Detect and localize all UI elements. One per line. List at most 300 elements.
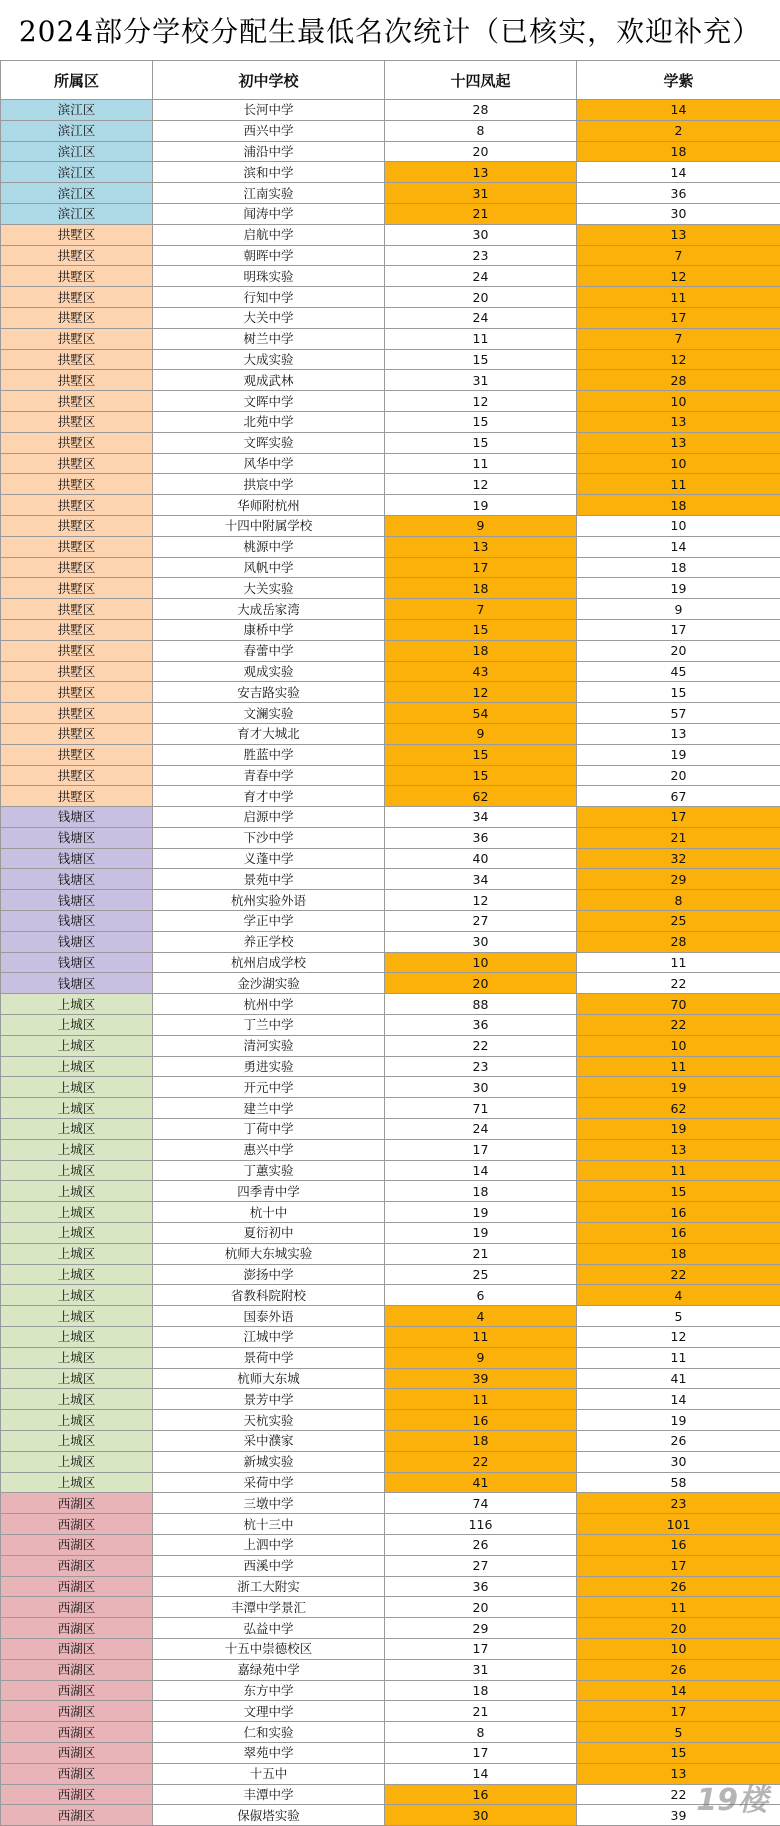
- shisi-fengqi-cell: 22: [385, 1035, 577, 1056]
- shisi-fengqi-cell: 20: [385, 1597, 577, 1618]
- xuezi-cell: 28: [577, 370, 780, 391]
- district-cell: 拱墅区: [1, 307, 153, 328]
- district-cell: 拱墅区: [1, 411, 153, 432]
- shisi-fengqi-cell: 22: [385, 1451, 577, 1472]
- shisi-fengqi-cell: 9: [385, 1347, 577, 1368]
- xuezi-cell: 16: [577, 1534, 780, 1555]
- school-cell: 仁和实验: [153, 1722, 385, 1743]
- school-cell: 大成岳家湾: [153, 599, 385, 620]
- district-cell: 拱墅区: [1, 224, 153, 245]
- district-cell: 拱墅区: [1, 432, 153, 453]
- district-cell: 西湖区: [1, 1742, 153, 1763]
- district-cell: 钱塘区: [1, 848, 153, 869]
- table-row: [1, 578, 780, 599]
- school-cell: 杭师大东城: [153, 1368, 385, 1389]
- xuezi-cell: 15: [577, 682, 780, 703]
- xuezi-cell: 28: [577, 931, 780, 952]
- xuezi-cell: 30: [577, 203, 780, 224]
- district-cell: 上城区: [1, 1347, 153, 1368]
- shisi-fengqi-cell: 13: [385, 162, 577, 183]
- district-cell: 西湖区: [1, 1680, 153, 1701]
- shisi-fengqi-cell: 15: [385, 765, 577, 786]
- district-cell: 西湖区: [1, 1555, 153, 1576]
- table-row: [1, 141, 780, 162]
- school-cell: 文理中学: [153, 1701, 385, 1722]
- table-row: [1, 162, 780, 183]
- shisi-fengqi-cell: 23: [385, 245, 577, 266]
- shisi-fengqi-cell: 4: [385, 1306, 577, 1327]
- table-row: [1, 287, 780, 308]
- table-row: [1, 245, 780, 266]
- shisi-fengqi-cell: 24: [385, 1119, 577, 1140]
- xuezi-cell: 16: [577, 1202, 780, 1223]
- district-cell: 拱墅区: [1, 453, 153, 474]
- table-row: [1, 203, 780, 224]
- school-cell: 十五中崇德校区: [153, 1638, 385, 1659]
- table-row: [1, 1056, 780, 1077]
- district-cell: 西湖区: [1, 1805, 153, 1826]
- xuezi-cell: 19: [577, 1077, 780, 1098]
- district-cell: 西湖区: [1, 1514, 153, 1535]
- table-row: [1, 827, 780, 848]
- school-cell: 丁蕙实验: [153, 1160, 385, 1181]
- table-row: [1, 1659, 780, 1680]
- district-cell: 钱塘区: [1, 911, 153, 932]
- xuezi-cell: 15: [577, 1181, 780, 1202]
- school-cell: 文晖实验: [153, 432, 385, 453]
- shisi-fengqi-cell: 30: [385, 1077, 577, 1098]
- table-row: [1, 786, 780, 807]
- xuezi-cell: 11: [577, 1056, 780, 1077]
- school-cell: 开元中学: [153, 1077, 385, 1098]
- school-cell: 明珠实验: [153, 266, 385, 287]
- school-cell: 行知中学: [153, 287, 385, 308]
- shisi-fengqi-cell: 19: [385, 1202, 577, 1223]
- shisi-fengqi-cell: 8: [385, 1722, 577, 1743]
- shisi-fengqi-cell: 15: [385, 619, 577, 640]
- shisi-fengqi-cell: 20: [385, 973, 577, 994]
- xuezi-cell: 13: [577, 1763, 780, 1784]
- xuezi-cell: 14: [577, 536, 780, 557]
- district-cell: 拱墅区: [1, 599, 153, 620]
- district-cell: 上城区: [1, 1077, 153, 1098]
- xuezi-cell: 17: [577, 307, 780, 328]
- shisi-fengqi-cell: 15: [385, 411, 577, 432]
- shisi-fengqi-cell: 17: [385, 1638, 577, 1659]
- district-cell: 拱墅区: [1, 786, 153, 807]
- shisi-fengqi-cell: 7: [385, 599, 577, 620]
- shisi-fengqi-cell: 13: [385, 536, 577, 557]
- school-cell: 三墩中学: [153, 1493, 385, 1514]
- school-cell: 保俶塔实验: [153, 1805, 385, 1826]
- table-row: [1, 411, 780, 432]
- table-row: [1, 1160, 780, 1181]
- table-row: [1, 1035, 780, 1056]
- table-row: [1, 1098, 780, 1119]
- school-cell: 丁兰中学: [153, 1015, 385, 1036]
- xuezi-cell: 7: [577, 328, 780, 349]
- xuezi-cell: 15: [577, 1742, 780, 1763]
- district-cell: 上城区: [1, 1035, 153, 1056]
- table-row: [1, 120, 780, 141]
- table-row: [1, 515, 780, 536]
- xuezi-cell: 19: [577, 1410, 780, 1431]
- shisi-fengqi-cell: 36: [385, 1015, 577, 1036]
- xuezi-cell: 10: [577, 1035, 780, 1056]
- district-cell: 拱墅区: [1, 370, 153, 391]
- shisi-fengqi-cell: 18: [385, 1181, 577, 1202]
- school-cell: 杭州中学: [153, 994, 385, 1015]
- table-row: [1, 266, 780, 287]
- table-row: [1, 1555, 780, 1576]
- school-cell: 养正学校: [153, 931, 385, 952]
- table-row: [1, 1805, 780, 1826]
- xuezi-cell: 11: [577, 1347, 780, 1368]
- district-cell: 西湖区: [1, 1618, 153, 1639]
- shisi-fengqi-cell: 36: [385, 1576, 577, 1597]
- district-cell: 上城区: [1, 1264, 153, 1285]
- xuezi-cell: 18: [577, 1243, 780, 1264]
- school-cell: 江南实验: [153, 183, 385, 204]
- shisi-fengqi-cell: 27: [385, 1555, 577, 1576]
- school-cell: 建兰中学: [153, 1098, 385, 1119]
- shisi-fengqi-cell: 17: [385, 1742, 577, 1763]
- district-cell: 滨江区: [1, 100, 153, 121]
- district-cell: 滨江区: [1, 183, 153, 204]
- table-row: [1, 890, 780, 911]
- district-cell: 上城区: [1, 1181, 153, 1202]
- shisi-fengqi-cell: 12: [385, 391, 577, 412]
- shisi-fengqi-cell: 15: [385, 349, 577, 370]
- school-cell: 学正中学: [153, 911, 385, 932]
- district-cell: 钱塘区: [1, 807, 153, 828]
- xuezi-cell: 11: [577, 1160, 780, 1181]
- shisi-fengqi-cell: 41: [385, 1472, 577, 1493]
- school-cell: 丁荷中学: [153, 1119, 385, 1140]
- school-cell: 安吉路实验: [153, 682, 385, 703]
- shisi-fengqi-cell: 11: [385, 1389, 577, 1410]
- table-row: [1, 1680, 780, 1701]
- xuezi-cell: 18: [577, 141, 780, 162]
- table-row: [1, 973, 780, 994]
- table-row: [1, 1077, 780, 1098]
- district-cell: 拱墅区: [1, 682, 153, 703]
- xuezi-cell: 20: [577, 640, 780, 661]
- shisi-fengqi-cell: 28: [385, 100, 577, 121]
- xuezi-cell: 13: [577, 411, 780, 432]
- district-cell: 上城区: [1, 1410, 153, 1431]
- xuezi-cell: 14: [577, 1680, 780, 1701]
- shisi-fengqi-cell: 30: [385, 931, 577, 952]
- district-cell: 上城区: [1, 1389, 153, 1410]
- district-cell: 上城区: [1, 1139, 153, 1160]
- district-cell: 西湖区: [1, 1784, 153, 1805]
- district-cell: 拱墅区: [1, 515, 153, 536]
- district-cell: 西湖区: [1, 1576, 153, 1597]
- school-cell: 景荷中学: [153, 1347, 385, 1368]
- school-cell: 杭十中: [153, 1202, 385, 1223]
- shisi-fengqi-cell: 39: [385, 1368, 577, 1389]
- shisi-fengqi-cell: 12: [385, 682, 577, 703]
- school-cell: 华师附杭州: [153, 495, 385, 516]
- shisi-fengqi-cell: 11: [385, 328, 577, 349]
- table-row: [1, 432, 780, 453]
- table-row: [1, 1597, 780, 1618]
- shisi-fengqi-cell: 15: [385, 432, 577, 453]
- shisi-fengqi-cell: 30: [385, 1805, 577, 1826]
- school-cell: 金沙湖实验: [153, 973, 385, 994]
- school-cell: 育才大城北: [153, 723, 385, 744]
- table-row: [1, 328, 780, 349]
- school-cell: 风华中学: [153, 453, 385, 474]
- shisi-fengqi-cell: 15: [385, 744, 577, 765]
- school-cell: 十五中: [153, 1763, 385, 1784]
- table-row: [1, 1243, 780, 1264]
- xuezi-cell: 17: [577, 1701, 780, 1722]
- shisi-fengqi-cell: 19: [385, 495, 577, 516]
- school-cell: 杭师大东城实验: [153, 1243, 385, 1264]
- xuezi-cell: 19: [577, 1119, 780, 1140]
- shisi-fengqi-cell: 31: [385, 370, 577, 391]
- table-row: [1, 1431, 780, 1452]
- table-row: [1, 1410, 780, 1431]
- table-row: [1, 1451, 780, 1472]
- shisi-fengqi-cell: 14: [385, 1160, 577, 1181]
- school-cell: 启航中学: [153, 224, 385, 245]
- xuezi-cell: 18: [577, 557, 780, 578]
- xuezi-cell: 12: [577, 349, 780, 370]
- table-row: [1, 1181, 780, 1202]
- school-cell: 大成实验: [153, 349, 385, 370]
- district-cell: 钱塘区: [1, 869, 153, 890]
- school-cell: 浦沿中学: [153, 141, 385, 162]
- xuezi-cell: 14: [577, 162, 780, 183]
- table-row: [1, 391, 780, 412]
- xuezi-cell: 22: [577, 1784, 780, 1805]
- school-cell: 胜蓝中学: [153, 744, 385, 765]
- shisi-fengqi-cell: 31: [385, 183, 577, 204]
- school-cell: 闻涛中学: [153, 203, 385, 224]
- district-cell: 西湖区: [1, 1534, 153, 1555]
- district-cell: 上城区: [1, 1472, 153, 1493]
- district-cell: 拱墅区: [1, 744, 153, 765]
- shisi-fengqi-cell: 24: [385, 266, 577, 287]
- district-cell: 拱墅区: [1, 765, 153, 786]
- school-cell: 义蓬中学: [153, 848, 385, 869]
- school-cell: 下沙中学: [153, 827, 385, 848]
- district-cell: 西湖区: [1, 1493, 153, 1514]
- table-row: [1, 1015, 780, 1036]
- table-row: [1, 1368, 780, 1389]
- xuezi-cell: 16: [577, 1223, 780, 1244]
- table-row: [1, 1472, 780, 1493]
- watermark-logo: 19楼: [696, 1775, 768, 1819]
- shisi-fengqi-cell: 21: [385, 203, 577, 224]
- shisi-fengqi-cell: 17: [385, 1139, 577, 1160]
- table-row: [1, 1139, 780, 1160]
- shisi-fengqi-cell: 21: [385, 1243, 577, 1264]
- school-cell: 十四中附属学校: [153, 515, 385, 536]
- table-row: [1, 931, 780, 952]
- district-cell: 钱塘区: [1, 952, 153, 973]
- district-cell: 拱墅区: [1, 495, 153, 516]
- district-cell: 拱墅区: [1, 640, 153, 661]
- district-cell: 西湖区: [1, 1597, 153, 1618]
- school-cell: 青春中学: [153, 765, 385, 786]
- table-row: [1, 807, 780, 828]
- xuezi-cell: 62: [577, 1098, 780, 1119]
- district-cell: 拱墅区: [1, 619, 153, 640]
- shisi-fengqi-cell: 36: [385, 827, 577, 848]
- header-district: 所属区: [1, 61, 153, 100]
- xuezi-cell: 32: [577, 848, 780, 869]
- table-row: [1, 1618, 780, 1639]
- district-cell: 钱塘区: [1, 890, 153, 911]
- xuezi-cell: 8: [577, 890, 780, 911]
- shisi-fengqi-cell: 18: [385, 1680, 577, 1701]
- xuezi-cell: 12: [577, 266, 780, 287]
- district-cell: 钱塘区: [1, 931, 153, 952]
- shisi-fengqi-cell: 88: [385, 994, 577, 1015]
- district-cell: 上城区: [1, 1223, 153, 1244]
- table-row: [1, 599, 780, 620]
- shisi-fengqi-cell: 16: [385, 1410, 577, 1431]
- shisi-fengqi-cell: 14: [385, 1763, 577, 1784]
- table-row: [1, 536, 780, 557]
- xuezi-cell: 13: [577, 432, 780, 453]
- district-cell: 上城区: [1, 1015, 153, 1036]
- xuezi-cell: 39: [577, 1805, 780, 1826]
- table-row: [1, 1493, 780, 1514]
- district-cell: 钱塘区: [1, 973, 153, 994]
- table-row: [1, 661, 780, 682]
- school-cell: 国泰外语: [153, 1306, 385, 1327]
- xuezi-cell: 25: [577, 911, 780, 932]
- xuezi-cell: 19: [577, 578, 780, 599]
- school-cell: 嘉绿苑中学: [153, 1659, 385, 1680]
- school-cell: 省教科院附校: [153, 1285, 385, 1306]
- school-cell: 夏衍初中: [153, 1223, 385, 1244]
- xuezi-cell: 11: [577, 952, 780, 973]
- xuezi-cell: 22: [577, 1015, 780, 1036]
- school-cell: 采荷中学: [153, 1472, 385, 1493]
- table-row: [1, 307, 780, 328]
- xuezi-cell: 10: [577, 515, 780, 536]
- shisi-fengqi-cell: 23: [385, 1056, 577, 1077]
- shisi-fengqi-cell: 11: [385, 1327, 577, 1348]
- table-row: [1, 723, 780, 744]
- district-cell: 上城区: [1, 994, 153, 1015]
- table-row: [1, 1285, 780, 1306]
- xuezi-cell: 22: [577, 973, 780, 994]
- school-cell: 丰潭中学景汇: [153, 1597, 385, 1618]
- district-cell: 上城区: [1, 1431, 153, 1452]
- xuezi-cell: 13: [577, 1139, 780, 1160]
- table-body: [1, 100, 780, 1826]
- school-cell: 北苑中学: [153, 411, 385, 432]
- table-row: [1, 224, 780, 245]
- district-cell: 拱墅区: [1, 557, 153, 578]
- xuezi-cell: 11: [577, 287, 780, 308]
- xuezi-cell: 21: [577, 827, 780, 848]
- shisi-fengqi-cell: 26: [385, 1534, 577, 1555]
- school-cell: 春蕾中学: [153, 640, 385, 661]
- school-cell: 浙工大附实: [153, 1576, 385, 1597]
- table-row: [1, 1763, 780, 1784]
- school-cell: 天杭实验: [153, 1410, 385, 1431]
- table-row: [1, 1534, 780, 1555]
- table-row: [1, 1202, 780, 1223]
- table-row: [1, 100, 780, 121]
- district-cell: 拱墅区: [1, 266, 153, 287]
- school-cell: 澎扬中学: [153, 1264, 385, 1285]
- table-row: [1, 952, 780, 973]
- table-row: [1, 869, 780, 890]
- table-row: [1, 557, 780, 578]
- school-cell: 杭州实验外语: [153, 890, 385, 911]
- district-cell: 上城区: [1, 1285, 153, 1306]
- table-row: [1, 994, 780, 1015]
- district-cell: 西湖区: [1, 1701, 153, 1722]
- district-cell: 上城区: [1, 1160, 153, 1181]
- district-cell: 拱墅区: [1, 578, 153, 599]
- school-cell: 文晖中学: [153, 391, 385, 412]
- table-row: [1, 495, 780, 516]
- xuezi-cell: 13: [577, 723, 780, 744]
- district-cell: 拱墅区: [1, 536, 153, 557]
- district-cell: 拱墅区: [1, 391, 153, 412]
- shisi-fengqi-cell: 34: [385, 869, 577, 890]
- shisi-fengqi-cell: 20: [385, 287, 577, 308]
- school-cell: 江城中学: [153, 1327, 385, 1348]
- table-header-row: [1, 61, 780, 100]
- school-cell: 桃源中学: [153, 536, 385, 557]
- school-cell: 丰潭中学: [153, 1784, 385, 1805]
- table-row: [1, 682, 780, 703]
- school-cell: 大关中学: [153, 307, 385, 328]
- xuezi-cell: 29: [577, 869, 780, 890]
- xuezi-cell: 12: [577, 1327, 780, 1348]
- school-cell: 启源中学: [153, 807, 385, 828]
- xuezi-cell: 36: [577, 183, 780, 204]
- school-cell: 上泗中学: [153, 1534, 385, 1555]
- xuezi-cell: 10: [577, 391, 780, 412]
- shisi-fengqi-cell: 18: [385, 640, 577, 661]
- school-cell: 采中濮家: [153, 1431, 385, 1452]
- district-cell: 上城区: [1, 1243, 153, 1264]
- shisi-fengqi-cell: 17: [385, 557, 577, 578]
- shisi-fengqi-cell: 24: [385, 307, 577, 328]
- table-row: [1, 1576, 780, 1597]
- table-row: [1, 370, 780, 391]
- shisi-fengqi-cell: 54: [385, 703, 577, 724]
- xuezi-cell: 41: [577, 1368, 780, 1389]
- xuezi-cell: 17: [577, 807, 780, 828]
- table-row: [1, 765, 780, 786]
- shisi-fengqi-cell: 27: [385, 911, 577, 932]
- table-row: [1, 1119, 780, 1140]
- shisi-fengqi-cell: 10: [385, 952, 577, 973]
- school-cell: 弘益中学: [153, 1618, 385, 1639]
- shisi-fengqi-cell: 25: [385, 1264, 577, 1285]
- xuezi-cell: 22: [577, 1264, 780, 1285]
- school-cell: 杭十三中: [153, 1514, 385, 1535]
- district-cell: 上城区: [1, 1056, 153, 1077]
- district-cell: 滨江区: [1, 203, 153, 224]
- shisi-fengqi-cell: 21: [385, 1701, 577, 1722]
- table-row: [1, 1638, 780, 1659]
- shisi-fengqi-cell: 12: [385, 890, 577, 911]
